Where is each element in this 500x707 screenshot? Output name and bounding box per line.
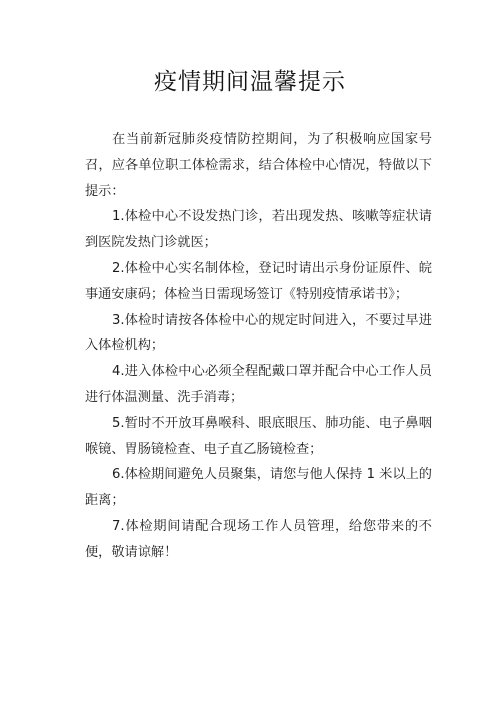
- intro-paragraph: 在当前新冠肺炎疫情防控期间，为了积极响应国家号召，应各单位职工体检需求，结合体检中心情况，特做以下提示：: [85, 132, 432, 199]
- notice-item-4: 4.进入体检中心必须全程配戴口罩并配合中心工作人员进行体温测量、洗手消毒；: [85, 364, 432, 405]
- document-body: [85, 127, 432, 566]
- notice-item-5: 5.暂时不开放耳鼻喉科、眼底眼压、肺功能、电子鼻咽喉镜、胃肠镜检查、电子直乙肠镜检查；: [85, 415, 432, 457]
- document-title: 疫情期间温馨提示: [154, 69, 346, 95]
- notice-item-6: 6.体检期间避免人员聚集，请您与他人保持 1 米以上的距离；: [85, 467, 432, 509]
- notice-item-1: 1.体检中心不设发热门诊，若出现发热、咳嗽等症状请到医院发热门诊就医；: [85, 209, 432, 251]
- notice-item-7: 7.体检期间请配合现场工作人员管理，给您带来的不便，敬请谅解！: [85, 518, 432, 560]
- notice-item-3: 3.体检时请按各体检中心的规定时间进入，不要过早进入体检机构；: [85, 312, 432, 354]
- notice-item-2: 2.体检中心实名制体检，登记时请出示身份证原件、皖事通安康码；体检当日需现场签订《特别疫情承诺书》；: [85, 260, 432, 302]
